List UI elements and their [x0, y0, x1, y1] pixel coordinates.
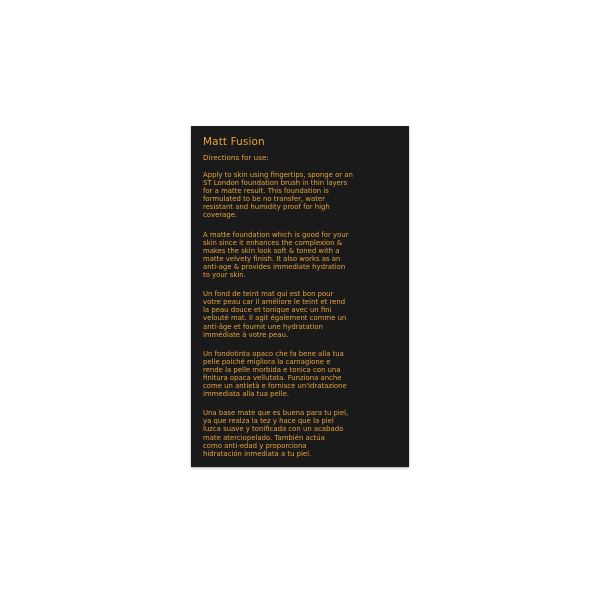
- directions-heading: Directions for use:: [203, 153, 269, 162]
- description-spanish: Una base mate que es buena para tu piel, ya que realza la tez y hace que la piel luzca suave y tonificada con un acabado mate aterciopelado. También actúa como anti-edad y proporciona hidratación inmediata a tu piel.: [203, 409, 349, 458]
- card-content: [203, 136, 401, 469]
- description-italian: Un fondotinta opaco che fa bene alla tua pelle poiché migliora la carnagione e rende la pelle morbida e tonica con una finitura opaca vellutata. Funziona anche come un antietà e fornisce un'idratazione immediata alla tua pelle.: [203, 349, 347, 399]
- product-title: Matt Fusion: [203, 136, 265, 148]
- description-french: Un fond de teint mat qui est bon pour votre peau car il améliore le teint et rend la peau douce et tonique avec un fini velouté mat. Il agit également comme un anti-âge et fournit une hydratation immédiate à votre peau.: [203, 290, 347, 339]
- product-instruction-card: [191, 126, 409, 467]
- directions-english: Apply to skin using fingertips, sponge or an ST London foundation brush in thin layers for a matte result. This foundation is formulated to be no transfer, water resistant and humidity proof for high coverage.: [203, 171, 353, 220]
- description-english: A matte foundation which is good for your skin since it enhances the complexion & makes the skin look soft & toned with a matte velvety finish. It also works as an anti-age & provides immediate hydration to your skin.: [203, 230, 349, 280]
